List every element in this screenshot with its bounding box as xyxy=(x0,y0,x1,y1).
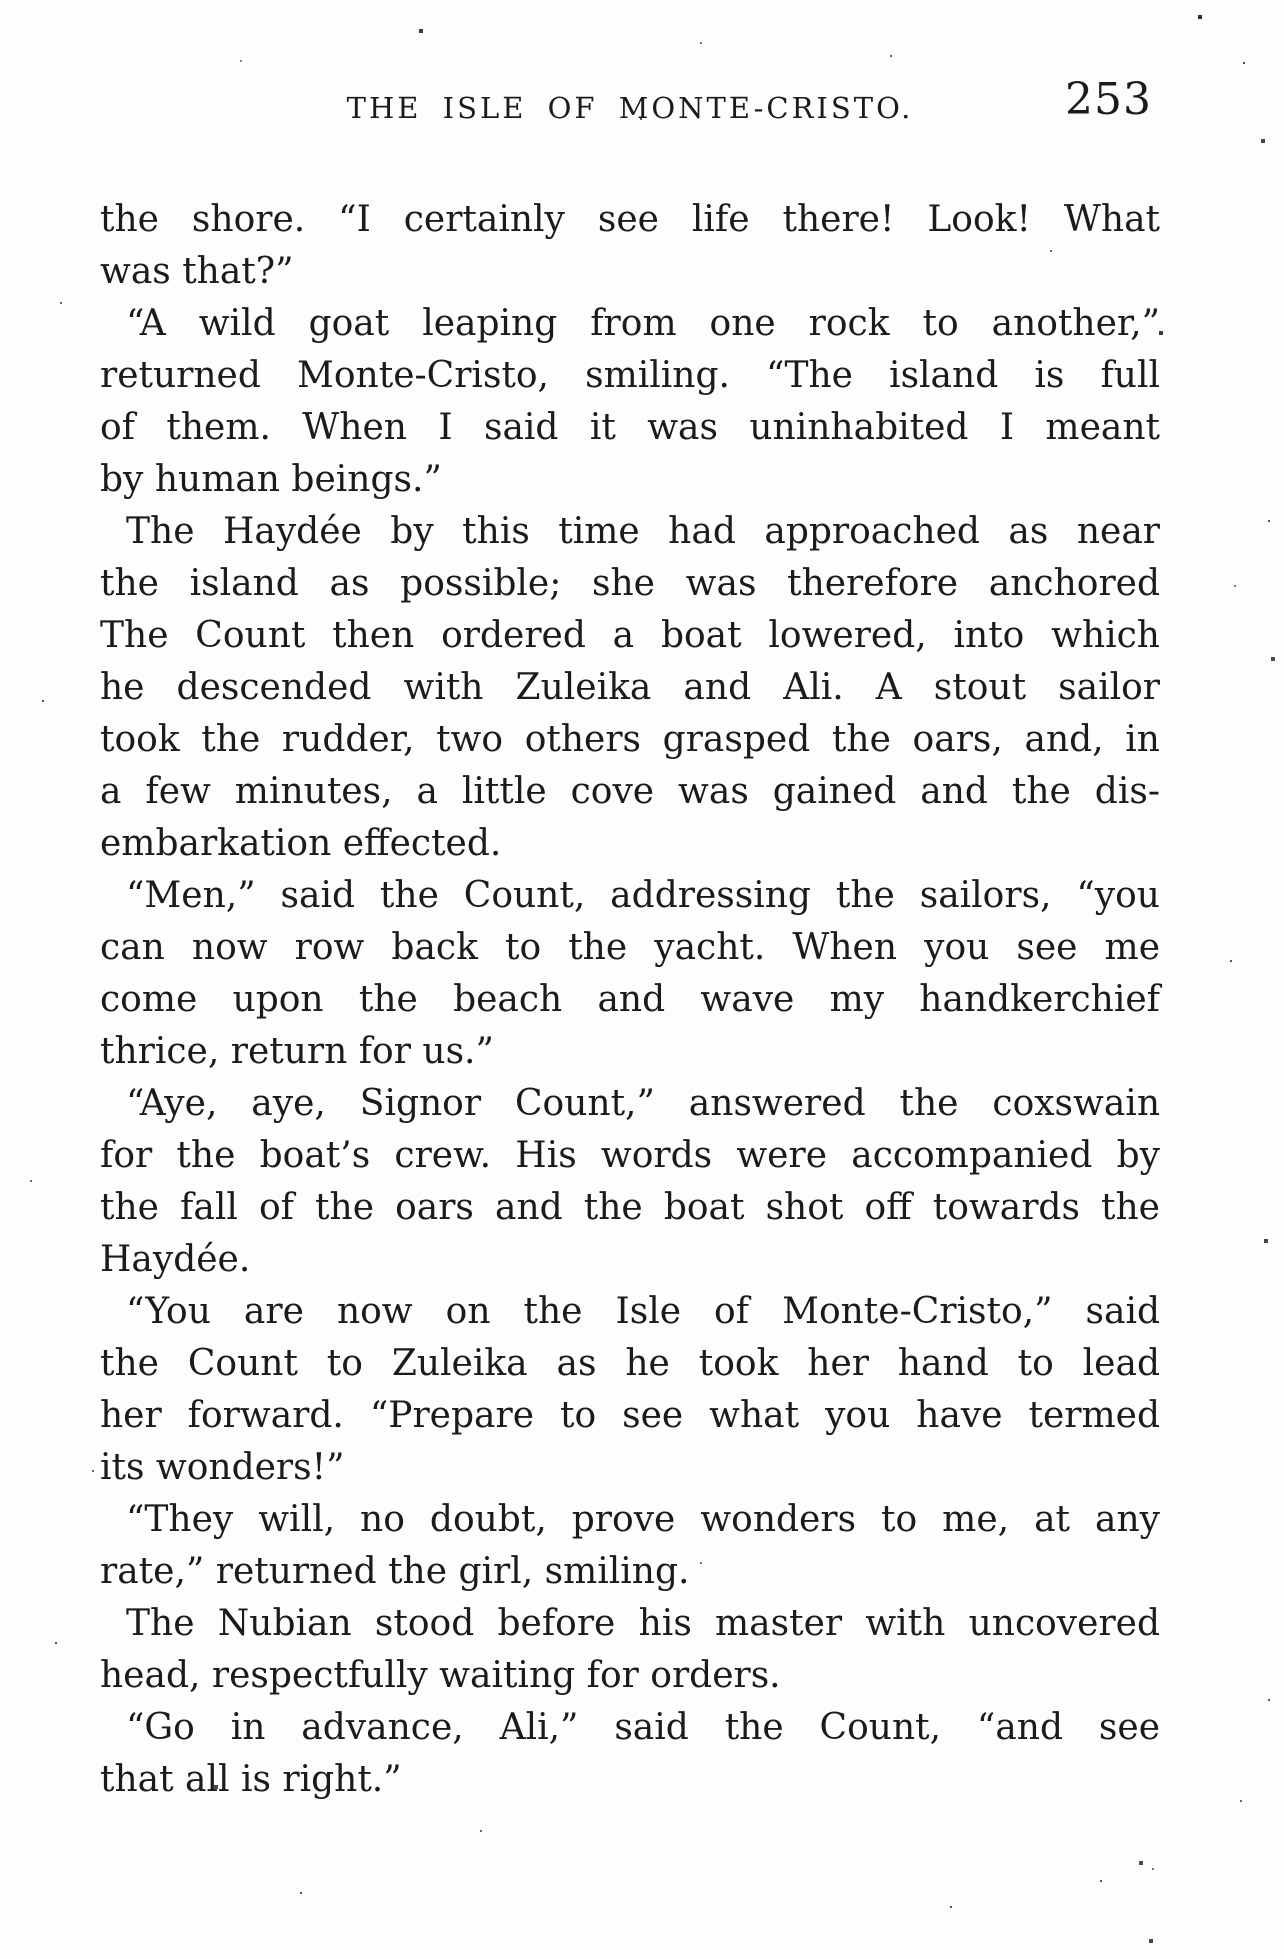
text-line: Haydée. xyxy=(100,1239,251,1280)
text-line: “Go in advance, Ali,” said the Count, “and see xyxy=(126,1707,1160,1748)
text-line: embarkation effected. xyxy=(100,823,502,864)
text-line: he descended with Zuleika and Ali. A stout sailor xyxy=(100,667,1160,708)
text-line: for the boat’s crew. His words were accompanied by xyxy=(100,1135,1160,1176)
text-line: her forward. “Prepare to see what you have termed xyxy=(100,1395,1160,1436)
text-line: the island as possible; she was therefore anchored xyxy=(100,563,1160,604)
text-line: took the rudder, two others grasped the oars, and, in xyxy=(100,719,1160,760)
text-line: was that?” xyxy=(100,251,294,292)
text-line: The Haydée by this time had approached as near xyxy=(126,511,1160,552)
text-line: The Nubian stood before his master with uncovered xyxy=(126,1603,1160,1644)
text-line: rate,” returned the girl, smiling. xyxy=(100,1551,690,1592)
page-header xyxy=(100,74,1160,138)
text-line: can now row back to the yacht. When you see me xyxy=(100,927,1160,968)
text-line: by human beings.” xyxy=(100,459,442,500)
text-line: the Count to Zuleika as he took her hand to lead xyxy=(100,1343,1160,1384)
text-line: “You are now on the Isle of Monte-Cristo,” said xyxy=(126,1291,1160,1332)
text-line: “Aye, aye, Signor Count,” answered the coxswain xyxy=(126,1083,1160,1124)
page-number: 253 xyxy=(1065,74,1152,125)
text-line: that all is right.” xyxy=(100,1759,402,1800)
text-line: come upon the beach and wave my handkerchief xyxy=(100,979,1160,1020)
text-line: of them. When I said it was uninhabited I meant xyxy=(100,407,1160,448)
text-line: “A wild goat leaping from one rock to another,” xyxy=(126,303,1160,344)
text-line: a few minutes, a little cove was gained and the dis- xyxy=(100,771,1160,812)
text-line: returned Monte-Cristo, smiling. “The island is full xyxy=(100,355,1160,396)
scan-noise xyxy=(0,0,2,2)
running-header-title: THE ISLE OF MONTE-CRISTO. xyxy=(346,91,914,125)
text-line: “They will, no doubt, prove wonders to me, at any xyxy=(126,1499,1160,1540)
text-line: “Men,” said the Count, addressing the sailors, “you xyxy=(126,875,1160,916)
text-line: its wonders!” xyxy=(100,1447,345,1488)
text-line: thrice, return for us.” xyxy=(100,1031,494,1072)
text-line: the shore. “I certainly see life there! Look! What xyxy=(100,199,1160,240)
page-text xyxy=(100,194,1160,1806)
text-line: head, respectfully waiting for orders. xyxy=(100,1655,781,1696)
text-line: the fall of the oars and the boat shot off towards the xyxy=(100,1187,1160,1228)
text-line: The Count then ordered a boat lowered, into which xyxy=(100,615,1160,656)
